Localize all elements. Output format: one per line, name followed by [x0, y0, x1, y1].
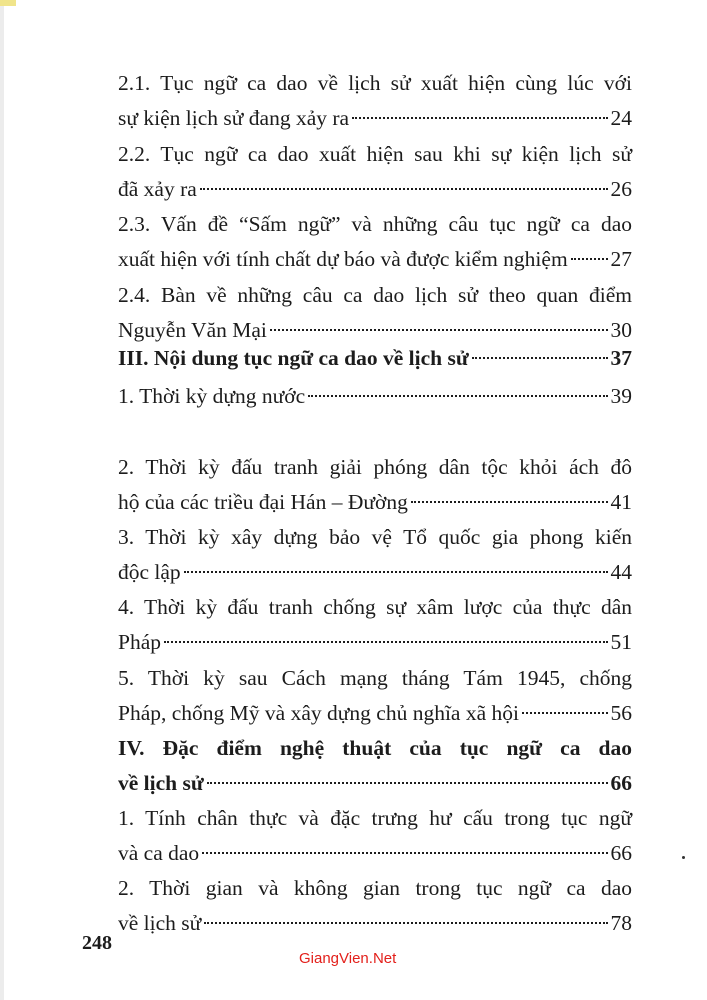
top-edge-mark — [0, 0, 16, 6]
toc-entry-last-line — [118, 101, 632, 136]
toc-entry-text: độc lập — [118, 560, 181, 584]
toc-entry-text: về lịch sử — [118, 771, 204, 795]
toc-entry-last-line — [118, 341, 632, 376]
toc-entry-line: 2.4. Bàn về những câu ca dao lịch sử theo quan điểm — [118, 283, 632, 307]
toc-entry-last-line — [118, 172, 632, 207]
toc-entry-text: Pháp — [118, 630, 161, 654]
toc-entry-text: Pháp, chống Mỹ và xây dựng chủ nghĩa xã hội — [118, 701, 519, 725]
watermark-link[interactable]: GiangVien.Net — [299, 950, 397, 967]
toc-page-number: 51 — [610, 630, 632, 654]
toc-entry-line: 2.1. Tục ngữ ca dao về lịch sử xuất hiện cùng lúc với — [118, 71, 632, 95]
toc-page-number: 27 — [610, 247, 632, 271]
dot-leader — [200, 188, 608, 190]
dot-leader — [522, 712, 608, 714]
toc-entry-last-line — [118, 696, 632, 731]
page-edge-shadow — [0, 0, 4, 1000]
toc-entry[interactable] — [118, 66, 632, 136]
toc-entry-text: và ca dao — [118, 841, 200, 865]
toc-entry-last-line — [118, 906, 632, 941]
toc-page-number: 30 — [610, 318, 632, 342]
dot-leader — [204, 922, 607, 924]
toc-page-number: 44 — [610, 560, 632, 584]
toc-entry-text: III. Nội dung tục ngữ ca dao về lịch sử — [118, 346, 469, 370]
toc-entry-text: hộ của các triều đại Hán – Đường — [118, 490, 408, 514]
toc-entry-line: 2.3. Vấn đề “Sấm ngữ” và những câu tục ngữ ca dao — [118, 212, 632, 236]
toc-entry[interactable] — [118, 379, 632, 414]
toc-entry[interactable] — [118, 450, 632, 520]
toc-page-number: 56 — [610, 701, 632, 725]
toc-entry-line: 2.2. Tục ngữ ca dao xuất hiện sau khi sự kiện lịch sử — [118, 142, 632, 166]
toc-entry[interactable] — [118, 731, 632, 801]
dot-leader — [184, 571, 608, 573]
dot-leader — [207, 782, 608, 784]
toc-entry-line: 5. Thời kỳ sau Cách mạng tháng Tám 1945, chống — [118, 666, 632, 690]
toc-entry[interactable] — [118, 871, 632, 941]
toc-entry-last-line — [118, 379, 632, 414]
toc-entry[interactable] — [118, 137, 632, 207]
toc-page-number: 26 — [610, 177, 632, 201]
dot-leader — [472, 357, 608, 359]
toc-entry-line: 1. Tính chân thực và đặc trưng hư cấu trong tục ngữ — [118, 806, 632, 830]
toc-entry-last-line — [118, 242, 632, 277]
toc-entry[interactable] — [118, 278, 632, 348]
toc-entry-text: về lịch sử — [118, 911, 202, 935]
toc-entry-text: sự kiện lịch sử đang xảy ra — [118, 106, 350, 130]
toc-entry[interactable] — [118, 661, 632, 731]
toc-entry[interactable] — [118, 341, 632, 376]
toc-entry-last-line — [118, 766, 632, 801]
toc-entry[interactable] — [118, 590, 632, 660]
toc-page-number: 66 — [610, 841, 632, 865]
dot-leader — [164, 641, 608, 643]
toc-entry-last-line — [118, 555, 632, 590]
toc-entry-line: 4. Thời kỳ đấu tranh chống sự xâm lược của thực dân — [118, 595, 632, 619]
toc-entry-text: đã xảy ra — [118, 177, 197, 201]
toc-page-number: 37 — [610, 346, 632, 370]
page-number: 248 — [82, 932, 112, 954]
toc-entry-line: 2. Thời kỳ đấu tranh giải phóng dân tộc khỏi ách đô — [118, 455, 632, 479]
toc-entry[interactable] — [118, 801, 632, 871]
toc-entry-text: xuất hiện với tính chất dự báo và được kiểm nghiệm — [118, 247, 568, 271]
toc-page-number: 24 — [610, 106, 632, 130]
toc-entry-text: Nguyễn Văn Mại — [118, 318, 267, 342]
toc-entry-last-line — [118, 625, 632, 660]
toc-page-number: 39 — [610, 384, 632, 408]
dot-leader — [411, 501, 608, 503]
dot-leader — [571, 258, 608, 260]
toc-entry-last-line — [118, 836, 632, 871]
toc-entry-last-line — [118, 485, 632, 520]
toc-entry-text: 1. Thời kỳ dựng nước — [118, 384, 306, 408]
toc-entry[interactable] — [118, 207, 632, 277]
toc-page-number: 66 — [610, 771, 632, 795]
toc-entry-line: 2. Thời gian và không gian trong tục ngữ ca dao — [118, 876, 632, 900]
scan-speck — [682, 856, 685, 859]
dot-leader — [352, 117, 607, 119]
dot-leader — [270, 329, 608, 331]
dot-leader — [202, 852, 607, 854]
toc-entry[interactable] — [118, 520, 632, 590]
toc-entry-line: IV. Đặc điểm nghệ thuật của tục ngữ ca dao — [118, 736, 632, 760]
toc-entry-line: 3. Thời kỳ xây dựng bảo vệ Tổ quốc gia phong kiến — [118, 525, 632, 549]
toc-page-number: 78 — [610, 911, 632, 935]
toc-page-number: 41 — [610, 490, 632, 514]
dot-leader — [308, 395, 607, 397]
